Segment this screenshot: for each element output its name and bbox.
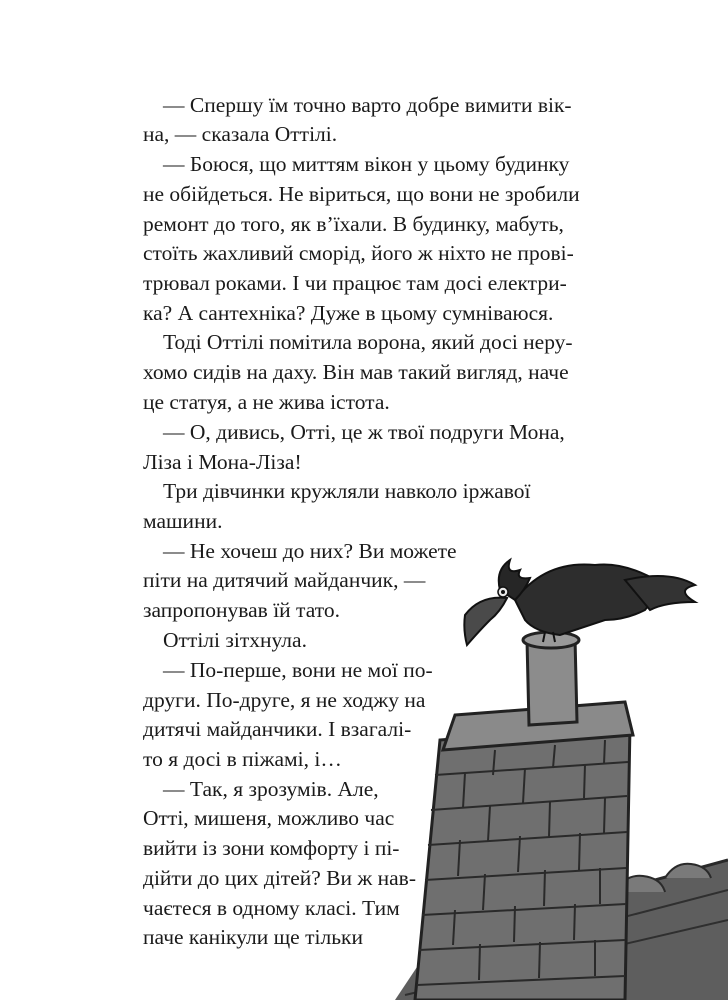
text-line-17: піти на дитячий майданчик, — (143, 568, 426, 592)
text-line-11: це статуя, а не жива істота. (143, 390, 390, 414)
text-line-28: чаєтеся в одному класі. Тим (143, 896, 400, 920)
text-line-8: ка? А сантехніка? Дуже в цьому сумніваюся. (143, 301, 554, 325)
crow-on-chimney-illustration (395, 540, 728, 1000)
text-line-5: ремонт до того, як в’їхали. В будинку, мабуть, (143, 212, 564, 236)
text-line-15: машини. (143, 509, 223, 533)
crow (464, 560, 695, 645)
text-line-26: вийти із зони комфорту і пі- (143, 836, 400, 860)
text-line-14: Три дівчинки кружляли навколо іржавої (163, 479, 531, 503)
text-line-27: дійти до цих дітей? Ви ж нав- (143, 866, 416, 890)
text-line-25: Отті, мишеня, можливо час (143, 806, 395, 830)
text-line-7: трювал роками. І чи працює там досі електри- (143, 271, 567, 295)
chimney (415, 632, 633, 1000)
text-line-4: не обійдеться. Не віриться, що вони не зробили (143, 182, 580, 206)
text-line-16: — Не хочеш до них? Ви можете (163, 539, 457, 563)
text-line-18: запропонував їй тато. (143, 598, 340, 622)
text-line-10: хомо сидів на даху. Він мав такий вигляд, наче (143, 360, 569, 384)
text-line-21: други. По-друге, я не ходжу на (143, 688, 426, 712)
text-line-20: — По-перше, вони не мої по- (163, 658, 433, 682)
text-line-13: Ліза і Мона-Ліза! (143, 450, 302, 474)
text-line-12: — О, дивись, Отті, це ж твої подруги Мона, (163, 420, 565, 444)
text-line-3: — Боюся, що миттям вікон у цьому будинку (163, 152, 570, 176)
text-line-2: на, — сказала Оттілі. (143, 122, 338, 146)
text-line-29: паче канікули ще тільки (143, 925, 363, 949)
text-line-9: Тоді Оттілі помітила ворона, який досі неру- (163, 330, 573, 354)
text-line-22: дитячі майданчики. І взагалі- (143, 717, 412, 741)
text-line-24: — Так, я зрозумів. Але, (163, 777, 379, 801)
text-line-23: то я досі в піжамі, і… (143, 747, 342, 771)
text-line-1: — Спершу їм точно варто добре вимити вік- (163, 93, 572, 117)
text-line-6: стоїть жахливий сморід, його ж ніхто не прові- (143, 241, 574, 265)
text-line-19: Оттілі зітхнула. (163, 628, 307, 652)
